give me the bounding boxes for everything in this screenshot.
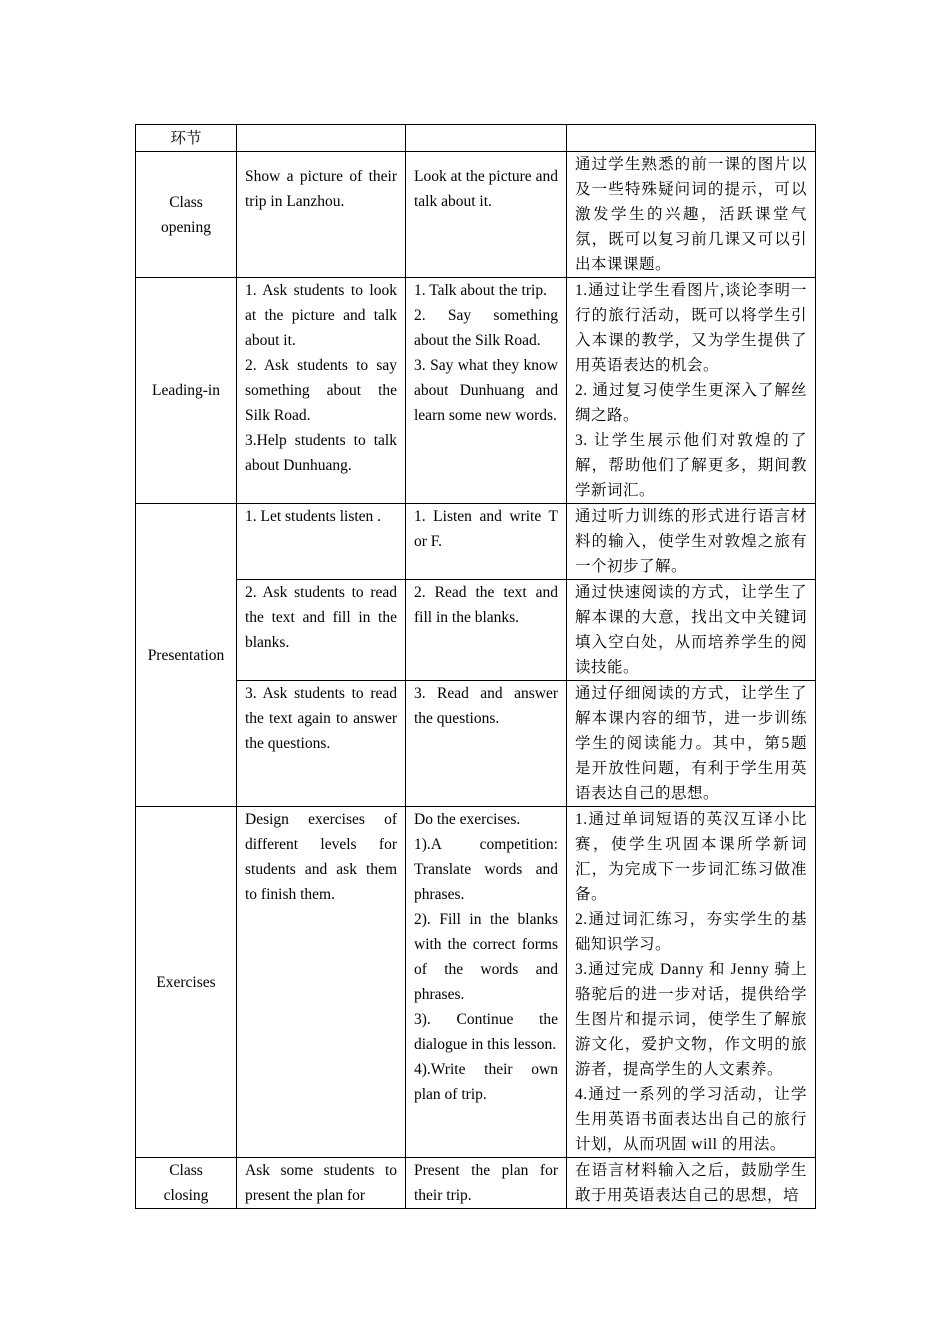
stage-cell-closing: Class closing xyxy=(136,1158,237,1209)
teacher-activity-cell: Show a picture of their trip in Lanzhou. xyxy=(237,152,406,278)
stage-cell-presentation: Presentation xyxy=(136,504,237,807)
purpose-cell xyxy=(567,278,816,504)
table-row xyxy=(136,152,816,278)
table-row xyxy=(136,807,816,1158)
student-activity-cell: Look at the picture and talk about it. xyxy=(406,152,567,278)
header-students-cell xyxy=(406,125,567,152)
stage-cell-exercises: Exercises xyxy=(136,807,237,1158)
list-item: 3.通过完成 Danny 和 Jenny 骑上骆驼后的进一步对话，提供给学生图片和提示词，使学生了解旅游文化，爱护文物，作文明的旅游者，提高学生的人文素养。 xyxy=(575,961,807,1078)
list-item: 3). Continue the dialogue in this lesson. xyxy=(414,1011,558,1053)
header-purpose-cell xyxy=(567,125,816,152)
student-activity-cell: 3. Read and answer the questions. xyxy=(406,681,567,807)
teacher-activity-cell: 1. Let students listen . xyxy=(237,504,406,580)
teacher-activity-cell: 3. Ask students to read the text again to answer the questions. xyxy=(237,681,406,807)
purpose-cell: 在语言材料输入之后，鼓励学生敢于用英语表达自己的思想，培 xyxy=(567,1158,816,1209)
list-item: 2.通过词汇练习，夯实学生的基础知识学习。 xyxy=(575,911,807,953)
list-item: 2. Ask students to say something about the Silk Road. xyxy=(245,357,397,424)
list-item: 4).Write their own plan of trip. xyxy=(414,1061,558,1103)
table-row xyxy=(136,580,816,681)
stage-cell-leading-in: Leading-in xyxy=(136,278,237,504)
student-activity-cell xyxy=(406,278,567,504)
list-item: 3. 让学生展示他们对敦煌的了解，帮助他们了解更多，期间教学新词汇。 xyxy=(575,432,807,499)
student-activity-cell: 1. Listen and write T or F. xyxy=(406,504,567,580)
list-item: 1. Talk about the trip. xyxy=(414,282,547,299)
list-item: 3.Help students to talk about Dunhuang. xyxy=(245,432,397,474)
list-item: 3. Say what they know about Dunhuang and learn some new words. xyxy=(414,357,558,424)
list-item: Do the exercises. xyxy=(414,811,521,828)
purpose-cell: 通过快速阅读的方式，让学生了解本课的大意，找出文中关键词填入空白处，从而培养学生的阅读技能。 xyxy=(567,580,816,681)
list-item: 2. Say something about the Silk Road. xyxy=(414,307,558,349)
table-row xyxy=(136,278,816,504)
list-item: 1. Ask students to look at the picture and talk about it. xyxy=(245,282,397,349)
list-item: 4.通过一系列的学习活动，让学生用英语书面表达出自己的旅行计划，从而巩固 will 的用法。 xyxy=(575,1086,807,1153)
table-header-row xyxy=(136,125,816,152)
lesson-plan-table xyxy=(135,124,816,1209)
student-activity-cell: Present the plan for their trip. xyxy=(406,1158,567,1209)
table-row xyxy=(136,1158,816,1209)
teacher-activity-cell xyxy=(237,278,406,504)
teacher-activity-cell: Ask some students to present the plan for xyxy=(237,1158,406,1209)
list-item: 2. 通过复习使学生更深入了解丝绸之路。 xyxy=(575,382,807,424)
student-activity-cell xyxy=(406,807,567,1158)
list-item: 1).A competition: Translate words and phrases. xyxy=(414,836,558,903)
table-row xyxy=(136,681,816,807)
purpose-cell: 通过学生熟悉的前一课的图片以及一些特殊疑问词的提示，可以激发学生的兴趣，活跃课堂气氛，既可以复习前几课又可以引出本课课题。 xyxy=(567,152,816,278)
purpose-cell: 通过听力训练的形式进行语言材料的输入，使学生对敦煌之旅有一个初步了解。 xyxy=(567,504,816,580)
list-item: 1.通过单词短语的英汉互译小比赛，使学生巩固本课所学新词汇，为完成下一步词汇练习做准备。 xyxy=(575,811,807,903)
header-teacher-cell xyxy=(237,125,406,152)
stage-cell-opening: Class opening xyxy=(136,152,237,278)
student-activity-cell: 2. Read the text and fill in the blanks. xyxy=(406,580,567,681)
table-row xyxy=(136,504,816,580)
list-item: 2). Fill in the blanks with the correct forms of the words and phrases. xyxy=(414,911,558,1003)
teacher-activity-cell: 2. Ask students to read the text and fill in the blanks. xyxy=(237,580,406,681)
teacher-activity-cell: Design exercises of different levels for students and ask them to finish them. xyxy=(237,807,406,1158)
purpose-cell: 通过仔细阅读的方式，让学生了解本课内容的细节，进一步训练学生的阅读能力。其中，第5题是开放性问题，有利于学生用英语表达自己的思想。 xyxy=(567,681,816,807)
purpose-cell xyxy=(567,807,816,1158)
header-stage-cell: 环节 xyxy=(136,125,237,152)
list-item: 1.通过让学生看图片,谈论李明一行的旅行活动，既可以将学生引入本课的教学，又为学生提供了用英语表达的机会。 xyxy=(575,282,807,374)
